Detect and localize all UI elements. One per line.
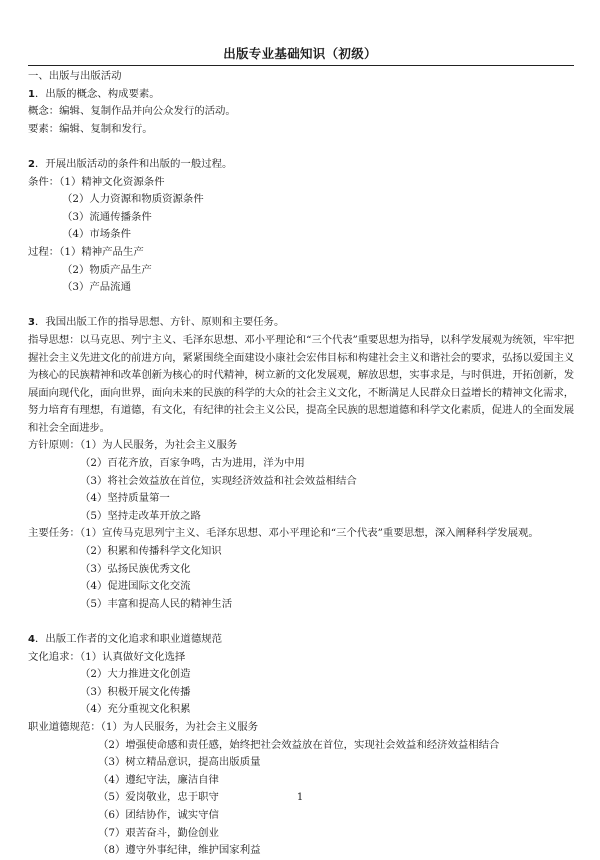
question-text: ．出版的概念、构成要素。 [34,87,160,100]
section-heading: 一、出版与出版活动 [28,70,122,82]
list-item: （1）为人民服务，为社会主义服务 [100,720,259,733]
document-body [28,68,574,860]
conditions-item [28,174,574,192]
process-item [28,244,574,262]
list-item: （3）积极开展文化传播 [80,685,191,698]
question-3-heading [28,314,574,332]
spacer [28,297,574,315]
list-item: （2）大力推进文化创造 [80,668,191,681]
guiding-ideology-paragraph: 指导思想：以马克思、列宁主义、毛泽东思想、邓小平理论和“三个代表”重要思想为指导，以科学发展观为统领，牢牢把握社会主义先进文化的前进方向，紧紧围绕全面建设小康社会宏伟目标和构建社会主义和谐社会的要求，弘扬以爱国主义为核心的民族精神和改革创新为核心的时代精神，树立新的文化发展观，解放思想，实事求是，与时俱进，开拓创新，发展面向现代化，面向世界，面向未来的民族的科学的大众的社会主义文化，不断满足人民群众日益增长的精神文化需求，努力培育有理想，有道德，有文化，有纪律的社会主义公民，提高全民族的思想道德和科学文化素质，促进人的全面发展和社会全面进步。 [28,333,574,434]
tasks-item [28,525,574,543]
list-item: （5）丰富和提高人民的精神生活 [80,597,233,610]
pursuit-label: 文化追求： [28,650,80,663]
question-text: ．出版工作者的文化追求和职业道德规范 [34,633,222,645]
list-item: （6）团结协作，诚实守信 [98,808,219,821]
tasks-label: 主要任务： [28,527,80,540]
question-number: 2 [28,158,35,170]
question-number: 1 [28,88,35,100]
list-item: （5）坚持走改革开放之路 [80,509,201,522]
conditions-label: 条件： [28,175,60,188]
elements-line: 要素：编辑、复制和发行。 [28,122,153,135]
title-rule [28,65,574,66]
list-item: （1）认真做好文化选择 [79,650,186,663]
list-item: （4）充分重视文化积累 [80,703,191,716]
list-item: （1）精神文化资源条件 [59,175,165,188]
ethics-item [28,719,574,737]
list-item: （5）爱岗敬业，忠于职守 [98,791,219,804]
list-item: （2）增强使命感和责任感，始终把社会效益放在首位，实现社会效益和经济效益相结合 [98,738,500,751]
question-4-heading [28,631,574,649]
question-1-heading [28,86,574,104]
page-title: 出版专业基础知识（初级） [223,46,377,61]
list-item: （1）宣传马克思列宁主义、毛泽东思想、邓小平理论和“三个代表”重要思想，深入阐释科学发展观。 [79,527,539,540]
principles-item [28,437,574,455]
pursuit-item [28,649,574,667]
ethics-label: 职业道德规范： [28,720,101,733]
list-item: （2）百花齐放，百家争鸣，古为进用，洋为中用 [80,457,305,470]
concept-line: 概念：编辑、复制作品并向公众发行的活动。 [28,105,236,118]
question-number: 4 [28,634,35,645]
page-number: 1 [296,792,304,803]
question-number: 3 [28,317,35,329]
principles-label: 方针原则： [28,439,80,452]
list-item: （1）精神产品生产 [59,245,144,258]
list-item: （4）坚持质量第一 [80,492,170,505]
question-2-heading [28,156,574,174]
question-text: ．我国出版工作的指导思想、方针、原则和主要任务。 [34,316,285,329]
list-item: （3）产品流通 [62,281,131,294]
list-item: （1）为人民服务，为社会主义服务 [79,439,238,452]
list-item: （4）促进国际文化交流 [80,580,191,593]
spacer [28,138,574,156]
list-item: （2）人力资源和物质资源条件 [62,193,204,206]
list-item: （3）弘扬民族优秀文化 [80,562,191,575]
list-item: （2）物质产品生产 [62,263,152,276]
list-item: （3）将社会效益放在首位，实现经济效益和社会效益相结合 [80,474,357,487]
spacer [28,613,574,631]
list-item: （2）积累和传播科学文化知识 [80,545,222,558]
process-label: 过程： [28,245,60,258]
list-item: （3）树立精品意识，提高出版质量 [98,756,261,769]
list-item: （8）遵守外事纪律，维护国家利益 [98,844,261,857]
list-item: （3）流通传播条件 [62,210,152,223]
list-item: （4）市场条件 [62,228,131,241]
list-item: （4）遵纪守法，廉洁自律 [98,773,219,786]
list-item: （7）艰苦奋斗，勤俭创业 [98,826,219,839]
question-text: ．开展出版活动的条件和出版的一般过程。 [34,157,233,170]
